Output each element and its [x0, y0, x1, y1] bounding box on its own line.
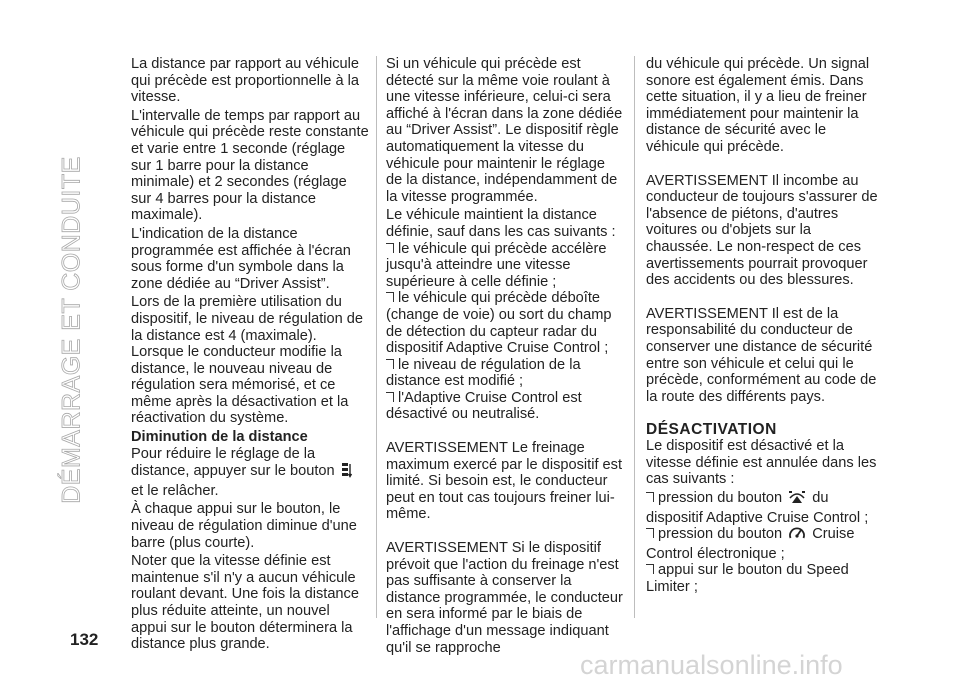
- paragraph: Noter que la vitesse définie est maintenue s'il n'y a aucun véhicule roulant devant. Une fois la distance plus réduite atteinte, un nouvel appui sur le bouton déterminera la distance plus grande.: [131, 553, 359, 653]
- bullet-marker: [386, 292, 394, 302]
- distance-decrease-icon: [341, 462, 353, 483]
- column-divider: [376, 56, 377, 618]
- warning-paragraph: AVERTISSEMENT Le freinage maximum exercé par le dispositif est limité. Si besoin est, le conducteur peut en tout cas toujours freiner lui-même.: [386, 440, 623, 523]
- paragraph: À chaque appui sur le bouton, le niveau de régulation diminue d'une barre (plus courte).: [131, 501, 357, 551]
- paragraph: L'indication de la distance programmée est affichée à l'écran sous forme d'un symbole dans la zone dédiée au “Driver Assist”.: [131, 225, 351, 292]
- paragraph: Le véhicule maintient la distance définie, sauf dans les cas suivants :: [386, 207, 616, 240]
- section-heading: DÉSACTIVATION: [646, 421, 777, 439]
- warning-paragraph: AVERTISSEMENT Il incombe au conducteur de toujours s'assurer de l'absence de piétons, d'autres voitures ou d'objets sur la chaussée. Le non-respect de ces avertissements pourrait provoquer des accidents ou des blessures.: [646, 172, 878, 289]
- bullet-marker: [646, 528, 654, 538]
- paragraph: Le dispositif est désactivé et la vitesse définie est annulée dans les cas suivants :: [646, 438, 877, 488]
- text-column-1: [131, 56, 369, 653]
- paragraph: L'intervalle de temps par rapport au véhicule qui précède reste constante et varie entre 1 seconde (réglage sur 1 barre pour la distance minimale) et 2 secondes (réglage sur 4 barres pour la distance maximale).: [131, 107, 369, 224]
- list-item: pression du bouton Cruise Control électronique ;: [646, 526, 855, 562]
- text-column-2: [386, 56, 624, 656]
- paragraph: Lors de la première utilisation du dispositif, le niveau de régulation de la distance est 4 (maximale). Lorsque le conducteur modifie la distance, le nouveau niveau de régulation sera mémorisé, et ce même après la désactivation et la réactivation du système.: [131, 294, 364, 427]
- list-item: l'Adaptive Cruise Control est désactivé ou neutralisé.: [386, 389, 582, 423]
- cruise-control-speedometer-icon: [788, 526, 806, 546]
- bullet-marker: [386, 392, 394, 402]
- paragraph: Pour réduire le réglage de la distance, appuyer sur le bouton et le relâcher.: [131, 446, 369, 500]
- warning-paragraph: AVERTISSEMENT Il est de la responsabilité du conducteur de conserver une distance de sécurité entre son véhicule et celui qui le précède, conformément au code de la route des différents pays.: [646, 305, 877, 405]
- subsection-heading: Diminution de la distance: [131, 429, 308, 446]
- list-item: le véhicule qui précède accélère jusqu'à atteindre une vitesse supérieure à celle définie ;: [386, 240, 607, 290]
- bullet-marker: [386, 359, 394, 369]
- text-column-3: [646, 56, 878, 596]
- list-item: le niveau de régulation de la distance est modifié ;: [386, 356, 581, 390]
- bullet-marker: [646, 564, 654, 574]
- watermark: carmanualsonline.info: [580, 650, 843, 680]
- paragraph: La distance par rapport au véhicule qui précède est proportionnelle à la vitesse.: [131, 56, 359, 106]
- list-item: appui sur le bouton du Speed Limiter ;: [646, 562, 849, 596]
- bullet-marker: [646, 492, 654, 502]
- paragraph: du véhicule qui précède. Un signal sonore est également émis. Dans cette situation, il y a lieu de freiner immédiatement pour maintenir la distance de sécurité avec le véhicule qui précède.: [646, 56, 870, 155]
- column-divider: [634, 56, 635, 618]
- list-item: pression du bouton du dispositif Adaptive Cruise Control ;: [646, 490, 869, 526]
- page-number: 132: [70, 630, 99, 649]
- bullet-marker: [386, 243, 394, 253]
- list-item: le véhicule qui précède déboîte (change de voie) ou sort du champ de détection du capteur radar du dispositif Adaptive Cruise Control ;: [386, 290, 612, 357]
- adaptive-cruise-control-icon: [788, 490, 806, 510]
- warning-paragraph: AVERTISSEMENT Si le dispositif prévoit que l'action du freinage n'est pas suffisante à conserver la distance programmée, le conducteur en sera informé par le biais de l'affichage d'un message indiquant qu'il se rapproche: [386, 540, 623, 656]
- paragraph: Si un véhicule qui précède est détecté sur la même voie roulant à une vitesse inférieure, celui-ci sera affiché à l'écran dans la zone dédiée au “Driver Assist”. Le dispositif règle automatiquement la vitesse du véhicule pour maintenir le réglage de la distance, indépendamment de la vitesse programmée.: [386, 56, 623, 205]
